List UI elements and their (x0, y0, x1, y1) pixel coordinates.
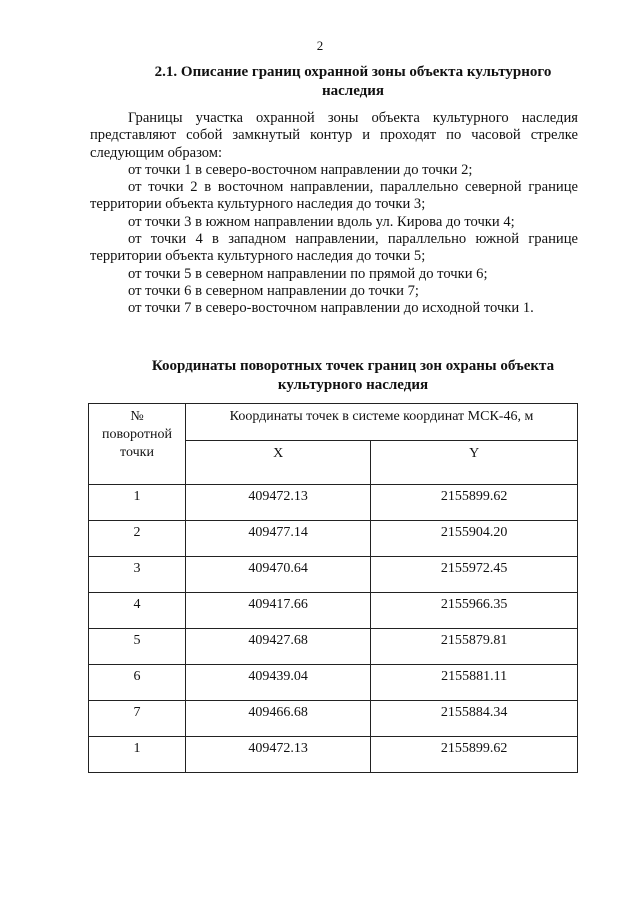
cell-x: 409427.68 (186, 629, 371, 665)
cell-point: 2 (89, 521, 186, 557)
table-row (89, 701, 578, 737)
table-row (89, 557, 578, 593)
cell-y: 2155966.35 (371, 593, 578, 629)
cell-point: 1 (89, 485, 186, 521)
table-title (118, 357, 588, 395)
cell-y: 2155884.34 (371, 701, 578, 737)
cell-point: 6 (89, 665, 186, 701)
cell-y: 2155972.45 (371, 557, 578, 593)
table-row (89, 665, 578, 701)
table-row (89, 485, 578, 521)
cell-y: 2155899.62 (371, 737, 578, 773)
route-step-2-cont: территории объекта культурного наследия до точки 3; (90, 196, 426, 213)
header-y: Y (371, 441, 578, 485)
route-step-7: от точки 7 в северо-восточном направлении до исходной точки 1. (128, 300, 534, 317)
table-row (89, 629, 578, 665)
cell-point: 4 (89, 593, 186, 629)
header-point-number-line-2: поворотной (102, 427, 172, 442)
header-point-number-line-3: точки (120, 445, 154, 460)
route-step-2: от точки 2 в восточном направлении, параллельно северной границе (128, 179, 578, 196)
cell-x: 409439.04 (186, 665, 371, 701)
table-title-line-1: Координаты поворотных точек границ зон охраны объекта (151, 358, 555, 374)
cell-point: 1 (89, 737, 186, 773)
intro-line-1: Границы участка охранной зоны объекта культурного наследия (128, 110, 578, 126)
section-title (118, 63, 588, 101)
route-step-6: от точки 6 в северном направлении до точки 7; (128, 282, 419, 299)
cell-point: 7 (89, 701, 186, 737)
cell-x: 409477.14 (186, 521, 371, 557)
page-number: 2 (316, 38, 324, 53)
route-step-4-cont: территории объекта культурного наследия до точки 5; (90, 248, 426, 265)
cell-point: 3 (89, 557, 186, 593)
cell-x: 409470.64 (186, 557, 371, 593)
cell-y: 2155879.81 (371, 629, 578, 665)
table-row (89, 737, 578, 773)
header-coordinates: Координаты точек в системе координат МСК-46, м (186, 404, 578, 441)
cell-y: 2155899.62 (371, 485, 578, 521)
route-step-4: от точки 4 в западном направлении, параллельно южной границе (128, 231, 578, 248)
table-row (89, 593, 578, 629)
header-point-number-line-1: № (130, 409, 144, 424)
cell-x: 409472.13 (186, 737, 371, 773)
table-row (89, 521, 578, 557)
section-title-line-2: наследия (321, 83, 385, 99)
cell-y: 2155881.11 (371, 665, 578, 701)
section-title-line-1: 2.1. Описание границ охранной зоны объекта культурного (154, 64, 552, 80)
route-step-5: от точки 5 в северном направлении по прямой до точки 6; (128, 265, 488, 282)
header-x: X (186, 441, 371, 485)
route-step-1: от точки 1 в северо-восточном направлении до точки 2; (128, 161, 473, 178)
intro-line-2: представляют собой замкнутый контур и проходят по часовой стрелке (90, 127, 578, 144)
table-title-line-2: культурного наследия (277, 377, 429, 393)
cell-x: 409472.13 (186, 485, 371, 521)
cell-y: 2155904.20 (371, 521, 578, 557)
route-step-3: от точки 3 в южном направлении вдоль ул. Кирова до точки 4; (128, 213, 515, 230)
cell-point: 5 (89, 629, 186, 665)
coordinates-table (88, 403, 578, 773)
intro-line-3: следующим образом: (90, 144, 223, 161)
cell-x: 409417.66 (186, 593, 371, 629)
boundary-description (90, 110, 578, 318)
header-point-number (89, 404, 186, 485)
cell-x: 409466.68 (186, 701, 371, 737)
